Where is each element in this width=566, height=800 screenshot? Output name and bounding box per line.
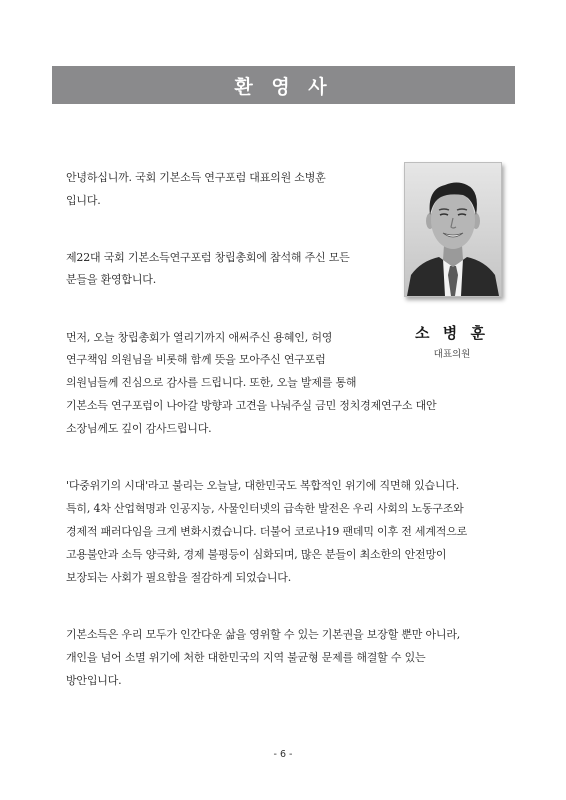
paragraph-2-line-2: 분들을 환영합니다. <box>66 273 157 286</box>
paragraph-5-line-1: 기본소득은 우리 모두가 인간다운 삶을 영위할 수 있는 기본권을 보장할 뿐만 아니라, <box>66 628 461 641</box>
paragraph-1-line-2: 입니다. <box>66 194 101 207</box>
paragraph-3-line-5: 소장님께도 깊이 감사드립니다. <box>66 422 212 435</box>
paragraph-2-line-1: 제22대 국회 기본소득연구포럼 창립총회에 참석해 주신 모든 <box>66 251 350 264</box>
paragraph-4-line-5: 보장되는 사회가 필요함을 절감하게 되었습니다. <box>66 571 292 584</box>
paragraph-5-line-3: 방안입니다. <box>66 674 122 687</box>
paragraph-5-line-2: 개인을 넘어 소멸 위기에 처한 대한민국의 지역 불균형 문제를 해결할 수 있는 <box>66 651 426 664</box>
paragraph-4-line-3: 경제적 패러다임을 크게 변화시켰습니다. 더불어 코로나19 팬데믹 이후 전 세계적으로 <box>66 525 468 538</box>
paragraph-3-line-2: 연구책임 의원님을 비롯해 함께 뜻을 모아주신 연구포럼 <box>66 353 326 366</box>
paragraph-3-line-1: 먼저, 오늘 창립총회가 열리기까지 애써주신 용혜인, 허영 <box>66 331 333 344</box>
paragraph-4-line-2: 특히, 4차 산업혁명과 인공지능, 사물인터넷의 급속한 발전은 우리 사회의 노동구조와 <box>66 502 464 515</box>
speaker-name: 소 병 훈 <box>415 324 489 342</box>
title-banner <box>52 66 515 104</box>
paragraph-4-line-1: '다중위기의 시대'라고 불리는 오늘날, 대한민국도 복합적인 위기에 직면해 있습니다. <box>66 479 460 492</box>
page-number: - 6 - <box>273 749 293 760</box>
speaker-portrait-icon <box>405 163 501 296</box>
paragraph-4-line-4: 고용불안과 소득 양극화, 경제 불평등이 심화되며, 많은 분들이 최소한의 안전망이 <box>66 548 447 561</box>
paragraph-3-line-4: 기본소득 연구포럼이 나아갈 방향과 고견을 나눠주실 금민 정치경제연구소 대안 <box>66 399 437 412</box>
paragraph-1-line-1: 안녕하십니까. 국회 기본소득 연구포럼 대표의원 소병훈 <box>66 171 326 184</box>
page-title: 환 영 사 <box>234 75 333 98</box>
paragraph-3-line-3: 의원님들께 진심으로 감사를 드립니다. 또한, 오늘 발제를 통해 <box>66 376 357 389</box>
speaker-role: 대표의원 <box>433 349 471 360</box>
speaker-photo <box>404 162 502 297</box>
